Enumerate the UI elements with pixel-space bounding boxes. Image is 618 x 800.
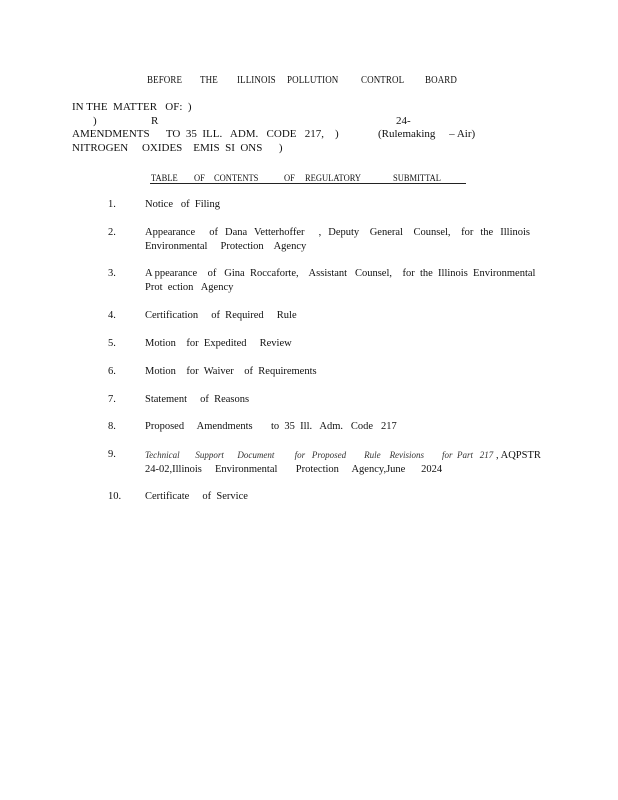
toc-title-word: TABLE bbox=[151, 172, 178, 184]
toc-item bbox=[145, 226, 530, 254]
caption-r: R bbox=[151, 115, 159, 127]
item-number: 10. bbox=[108, 491, 122, 502]
docket-number: 24- bbox=[396, 115, 411, 127]
item-number: 6. bbox=[108, 366, 116, 377]
toc-item-line: Appearance of Dana Vetterhoffer , Deputy General Counsel, for the Illinois bbox=[145, 227, 530, 238]
caption-matter: IN THE MATTER OF: ) bbox=[72, 101, 192, 113]
toc-item-line: Prot ection Agency bbox=[145, 282, 234, 293]
toc-item-line: Environmental Protection Agency bbox=[145, 241, 307, 252]
caption-nox: NITROGEN OXIDES EMIS SI ONS ) bbox=[72, 142, 283, 154]
toc-item: Proposed Amendments to 35 Ill. Adm. Code 217 bbox=[145, 421, 397, 432]
item-number: 9. bbox=[108, 449, 116, 460]
item-number: 4. bbox=[108, 310, 116, 321]
rulemaking-type: (Rulemaking – Air) bbox=[378, 128, 476, 140]
toc-title-word: OF bbox=[194, 172, 205, 184]
toc-item-line: A ppearance of Gina Roccaforte, Assistant Counsel, for the Illinois Environmental bbox=[145, 268, 536, 279]
toc-item bbox=[145, 448, 541, 477]
toc-item: Notice of Filing bbox=[145, 199, 220, 210]
toc-title-word: SUBMITTAL bbox=[393, 172, 441, 184]
header-word: ILLINOIS bbox=[237, 74, 276, 86]
caption-paren: ) bbox=[93, 115, 97, 127]
toc-item: Certificate of Service bbox=[145, 491, 248, 502]
header-word: CONTROL bbox=[361, 74, 405, 86]
toc-item-line: 24-02,Illinois Environmental Protection Agency,June 2024 bbox=[145, 464, 443, 475]
caption-amendments: AMENDMENTS TO 35 ILL. ADM. CODE 217, ) bbox=[72, 128, 339, 140]
item-number: 1. bbox=[108, 199, 116, 210]
toc-item-line bbox=[145, 448, 541, 463]
header-word: POLLUTION bbox=[287, 74, 339, 86]
toc-item: Certification of Required Rule bbox=[145, 310, 297, 321]
header-word: THE bbox=[200, 74, 218, 86]
tsd-title: Technical Support Document for Proposed Rule Revisions for Part 217 bbox=[145, 450, 494, 460]
item-number: 2. bbox=[108, 227, 116, 238]
toc-title-word: CONTENTS bbox=[214, 172, 259, 184]
header-word: BOARD bbox=[425, 74, 458, 86]
toc-item: Motion for Expedited Review bbox=[145, 338, 292, 349]
toc-item bbox=[145, 267, 536, 295]
tsd-id: , AQPSTR bbox=[493, 450, 541, 461]
item-number: 5. bbox=[108, 338, 116, 349]
item-number: 3. bbox=[108, 268, 116, 279]
item-number: 7. bbox=[108, 394, 116, 405]
toc-item: Statement of Reasons bbox=[145, 394, 250, 405]
toc-title-word: REGULATORY bbox=[305, 172, 362, 184]
header-word: BEFORE bbox=[147, 74, 183, 86]
item-number: 8. bbox=[108, 421, 116, 432]
toc-title-word: OF bbox=[284, 172, 295, 184]
toc-item: Motion for Waiver of Requirements bbox=[145, 366, 317, 377]
toc-title-underline bbox=[150, 183, 466, 184]
